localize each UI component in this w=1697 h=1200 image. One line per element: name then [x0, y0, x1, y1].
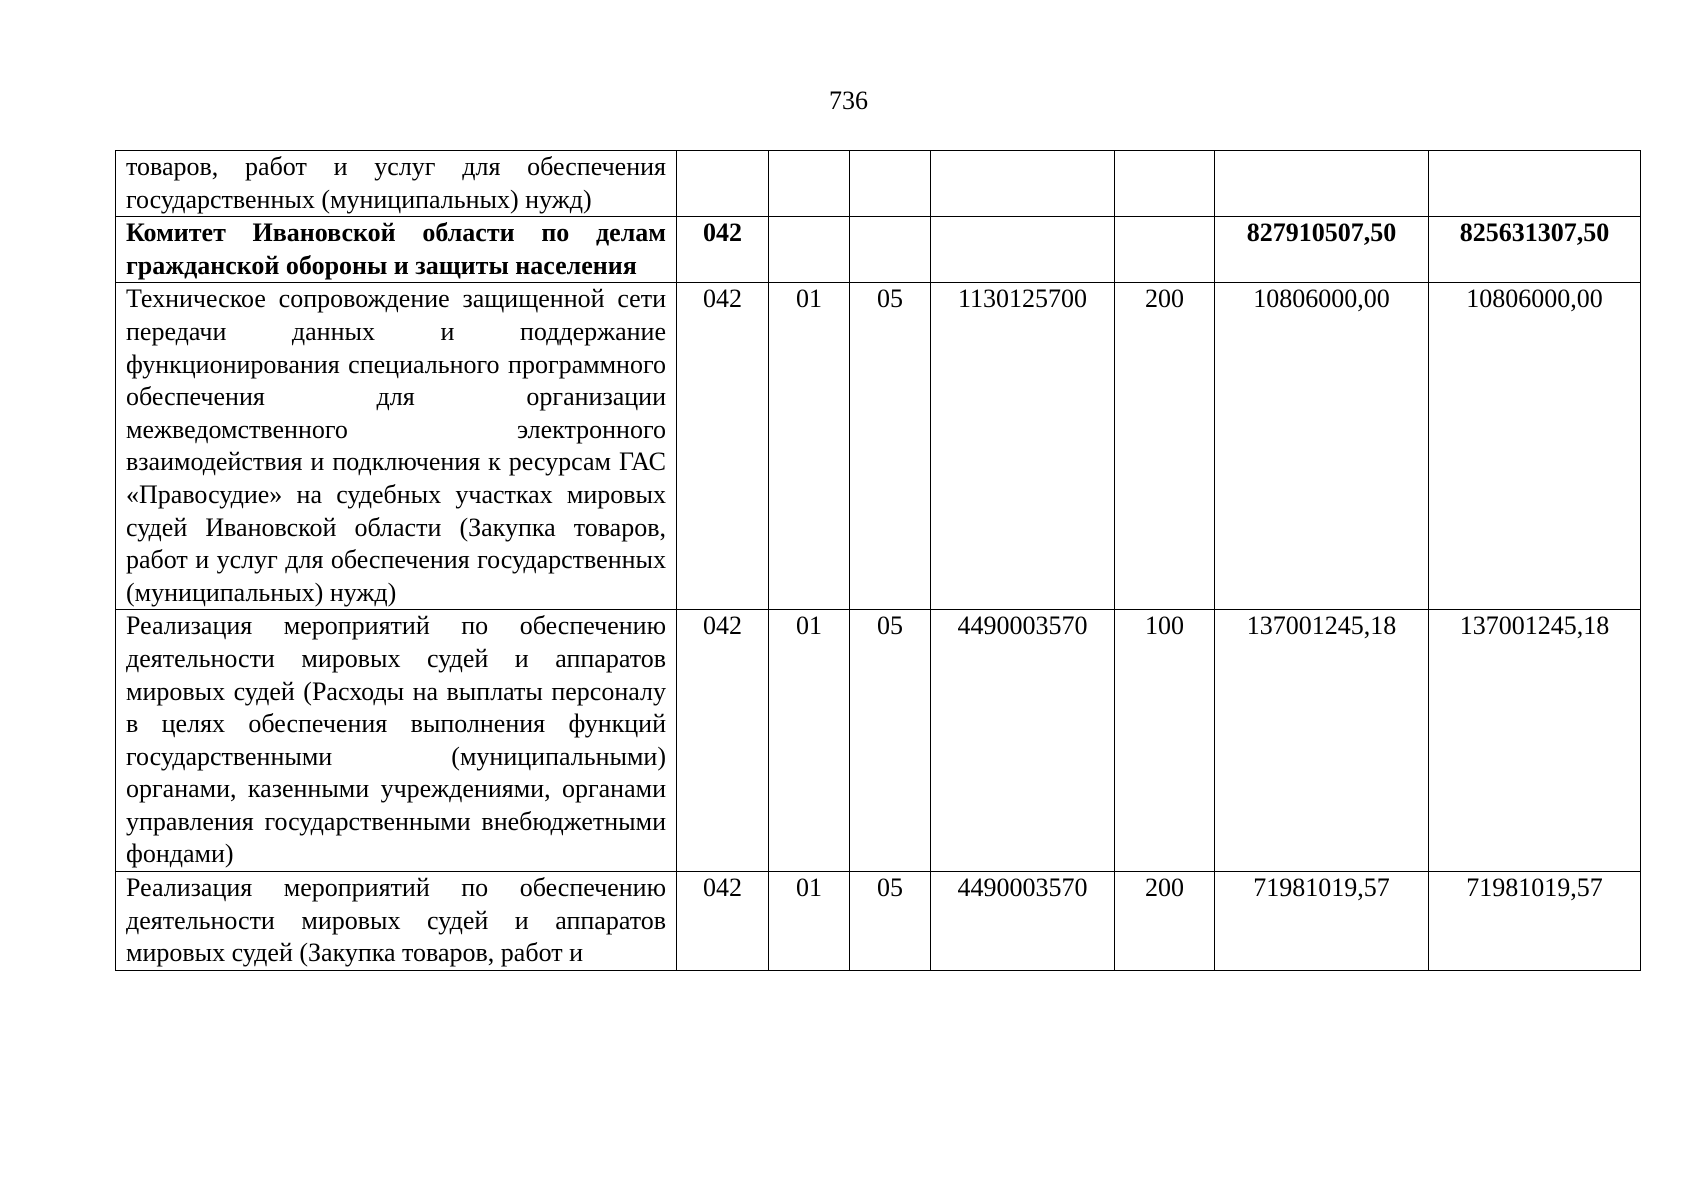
sum-year-2: 137001245,18	[1429, 610, 1641, 872]
expense-type-code	[1115, 151, 1215, 217]
sum-year-1: 137001245,18	[1215, 610, 1429, 872]
sum-year-1	[1215, 151, 1429, 217]
expense-type-code: 100	[1115, 610, 1215, 872]
subsection-code: 05	[850, 872, 931, 971]
ministry-code: 042	[677, 872, 769, 971]
sum-year-2: 10806000,00	[1429, 283, 1641, 610]
row-description: товаров, работ и услуг для обеспечения государственных (муниципальных) нужд)	[116, 151, 677, 217]
expense-type-code	[1115, 217, 1215, 283]
expense-type-code: 200	[1115, 872, 1215, 971]
ministry-code: 042	[677, 217, 769, 283]
target-code: 1130125700	[931, 283, 1115, 610]
target-code: 4490003570	[931, 610, 1115, 872]
ministry-code: 042	[677, 610, 769, 872]
ministry-code	[677, 151, 769, 217]
expense-type-code: 200	[1115, 283, 1215, 610]
sum-year-1: 827910507,50	[1215, 217, 1429, 283]
row-description: Реализация мероприятий по обеспечению деятельности мировых судей и аппаратов мировых судей (Расходы на выплаты персоналу в целях обеспечения выполнения функций государственными (муниципальными) органами, казенными учреждениями, органами управления государственными внебюджетными фондами)	[116, 610, 677, 872]
table-row	[116, 151, 1641, 217]
target-code	[931, 217, 1115, 283]
subsection-code	[850, 151, 931, 217]
section-code: 01	[769, 610, 850, 872]
section-code	[769, 217, 850, 283]
row-description: Комитет Ивановской области по делам гражданской обороны и защиты населения	[116, 217, 677, 283]
subsection-code	[850, 217, 931, 283]
row-description: Техническое сопровождение защищенной сети передачи данных и поддержание функционирования специального программного обеспечения для организации межведомственного электронного взаимодействия и подключения к ресурсам ГАС «Правосудие» на судебных участках мировых судей Ивановской области (Закупка товаров, работ и услуг для обеспечения государственных (муниципальных) нужд)	[116, 283, 677, 610]
table-row	[116, 872, 1641, 971]
sum-year-2	[1429, 151, 1641, 217]
section-code	[769, 151, 850, 217]
table-row	[116, 610, 1641, 872]
row-description: Реализация мероприятий по обеспечению деятельности мировых судей и аппаратов мировых судей (Закупка товаров, работ и	[116, 872, 677, 971]
budget-table	[115, 150, 1641, 971]
sum-year-1: 10806000,00	[1215, 283, 1429, 610]
ministry-code: 042	[677, 283, 769, 610]
target-code	[931, 151, 1115, 217]
section-code: 01	[769, 872, 850, 971]
target-code: 4490003570	[931, 872, 1115, 971]
section-code: 01	[769, 283, 850, 610]
sum-year-2: 71981019,57	[1429, 872, 1641, 971]
subsection-code: 05	[850, 610, 931, 872]
sum-year-2: 825631307,50	[1429, 217, 1641, 283]
subsection-code: 05	[850, 283, 931, 610]
page-number: 736	[829, 86, 868, 115]
sum-year-1: 71981019,57	[1215, 872, 1429, 971]
table-row	[116, 283, 1641, 610]
table-row-header-agency	[116, 217, 1641, 283]
